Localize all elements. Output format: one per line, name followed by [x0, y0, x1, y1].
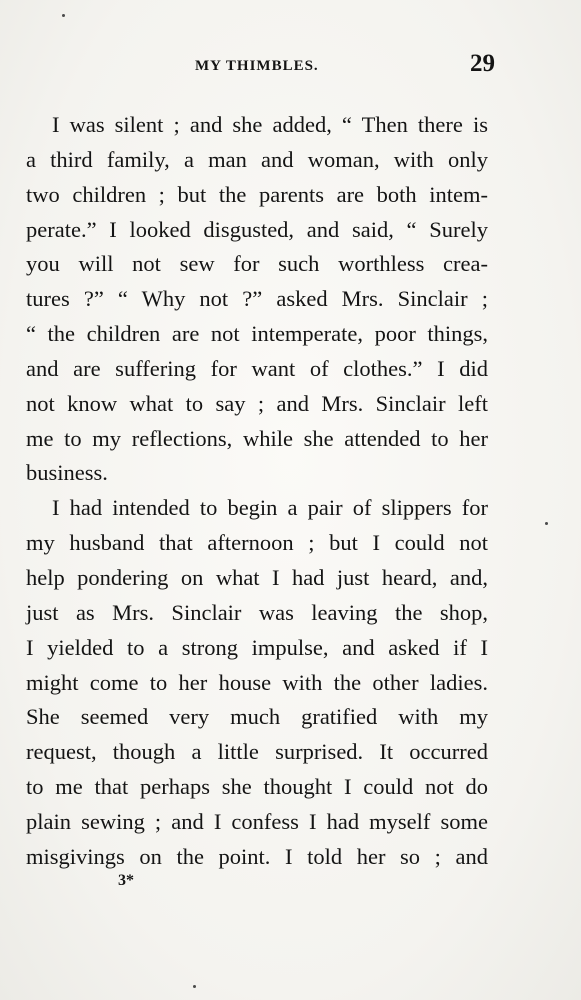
text-line: and are suffering for want of clothes.” I did — [26, 355, 488, 381]
text-line: misgivings on the point. I told her so ; and — [26, 843, 488, 869]
paper-speck — [193, 985, 196, 988]
paper-speck — [545, 522, 548, 525]
body-text — [26, 108, 488, 875]
running-head: MY THIMBLES. — [195, 58, 319, 74]
text-line: just as Mrs. Sinclair was leaving the shop, — [26, 599, 488, 625]
text-line: two children ; but the parents are both intem- — [26, 181, 488, 207]
text-line: I was silent ; and she added, “ Then there is — [52, 112, 488, 137]
text-line: I had intended to begin a pair of slippers for — [52, 495, 488, 521]
page-number: 29 — [470, 50, 495, 77]
text-line: perate.” I looked disgusted, and said, “ Surely — [26, 216, 488, 242]
text-line: business. — [26, 460, 108, 486]
text-line: not know what to say ; and Mrs. Sinclair left — [26, 390, 488, 416]
text-line: plain sewing ; and I confess I had myself some — [26, 808, 488, 834]
text-line: my husband that afternoon ; but I could not — [26, 530, 488, 556]
text-line: me to my reflections, while she attended to her — [26, 425, 488, 451]
text-line: She seemed very much gratified with my — [26, 704, 488, 730]
signature-mark: 3* — [118, 872, 134, 889]
paper-speck — [62, 14, 65, 17]
text-line: you will not sew for such worthless crea- — [26, 251, 488, 277]
text-line: “ the children are not intemperate, poor things, — [26, 321, 488, 347]
text-line: request, though a little surprised. It occurred — [26, 739, 488, 765]
text-line: I yielded to a strong impulse, and asked if I — [26, 634, 488, 660]
text-line: help pondering on what I had just heard, and, — [26, 564, 488, 590]
text-line: to me that perhaps she thought I could not do — [26, 774, 488, 800]
text-line: might come to her house with the other ladies. — [26, 669, 488, 695]
page-header — [0, 50, 581, 84]
text-line: tures ?” “ Why not ?” asked Mrs. Sinclair ; — [26, 286, 488, 312]
text-line: a third family, a man and woman, with only — [26, 146, 488, 172]
